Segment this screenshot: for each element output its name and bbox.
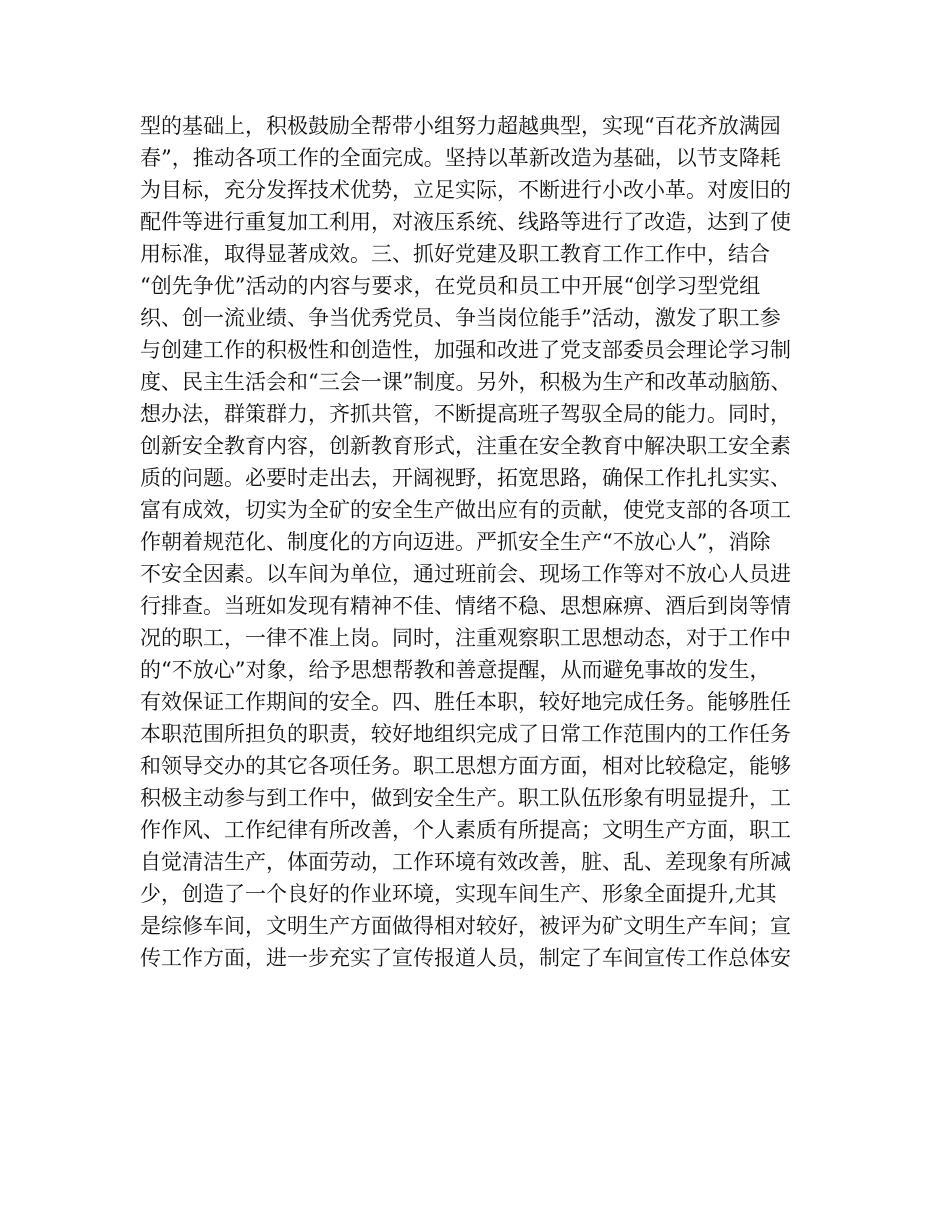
text-line: 自觉清洁生产，体面劳动，工作环境有效改善，脏、乱、差现象有所减 <box>140 850 791 874</box>
text-line: “创先争优”活动的内容与要求，在党员和员工中开展“创学习型党组 <box>140 274 761 298</box>
text-line: 传工作方面，进一步充实了宣传报道人员，制定了车间宣传工作总体安 <box>140 946 791 970</box>
text-line: 想办法，群策群力，齐抓共管，不断提高班子驾驭全局的能力。同时， <box>140 402 791 426</box>
text-line: 积极主动参与到工作中，做到安全生产。职工队伍形象有明显提升，工 <box>140 786 791 810</box>
text-line: 况的职工，一律不准上岗。同时，注重观察职工思想动态，对于工作中 <box>140 626 791 650</box>
text-line: 是综修车间，文明生产方面做得相对较好，被评为矿文明生产车间；宣 <box>140 914 791 938</box>
text-line: 富有成效，切实为全矿的安全生产做出应有的贡献，使党支部的各项工 <box>140 498 791 522</box>
text-line: 创新安全教育内容，创新教育形式，注重在安全教育中解决职工安全素 <box>140 434 791 458</box>
text-line: 织、创一流业绩、争当优秀党员、争当岗位能手”活动，激发了职工参 <box>140 306 781 330</box>
text-line: 行排查。当班如发现有精神不佳、情绪不稳、思想麻痹、酒后到岗等情 <box>140 594 791 618</box>
text-line: 少，创造了一个良好的作业环境，实现车间生产、形象全面提升,尤其 <box>140 882 777 906</box>
text-line: 有效保证工作期间的安全。四、胜任本职，较好地完成任务。能够胜任 <box>140 690 791 714</box>
text-line: 与创建工作的积极性和创造性，加强和改进了党支部委员会理论学习制 <box>140 338 791 362</box>
text-line: 的“不放心”对象，给予思想帮教和善意提醒，从而避免事故的发生， <box>140 658 771 682</box>
text-line: 本职范围所担负的职责，较好地组织完成了日常工作范围内的工作任务 <box>140 722 791 746</box>
text-line: 质的问题。必要时走出去，开阔视野，拓宽思路，确保工作扎扎实实、 <box>140 466 791 490</box>
text-line: 配件等进行重复加工利用，对液压系统、线路等进行了改造，达到了使 <box>140 210 791 234</box>
text-line: 型的基础上，积极鼓励全帮带小组努力超越典型，实现“百花齐放满园 <box>140 114 781 138</box>
text-line: 春”，推动各项工作的全面完成。坚持以革新改造为基础，以节支降耗 <box>140 146 781 170</box>
text-line: 作朝着规范化、制度化的方向迈进。严抓安全生产“不放心人”，消除 <box>140 530 771 554</box>
text-line: 度、民主生活会和“三会一课”制度。另外，积极为生产和改革动脑筋、 <box>140 370 792 394</box>
text-line: 和领导交办的其它各项任务。职工思想方面方面，相对比较稳定，能够 <box>140 754 791 778</box>
text-line: 作作风、工作纪律有所改善，个人素质有所提高；文明生产方面，职工 <box>140 818 791 842</box>
text-line: 为目标，充分发挥技术优势，立足实际，不断进行小改小革。对废旧的 <box>140 178 791 202</box>
body-text <box>140 110 840 974</box>
text-line: 用标准，取得显著成效。三、抓好党建及职工教育工作工作中，结合 <box>140 242 770 266</box>
text-line: 不安全因素。以车间为单位，通过班前会、现场工作等对不放心人员进 <box>140 562 791 586</box>
